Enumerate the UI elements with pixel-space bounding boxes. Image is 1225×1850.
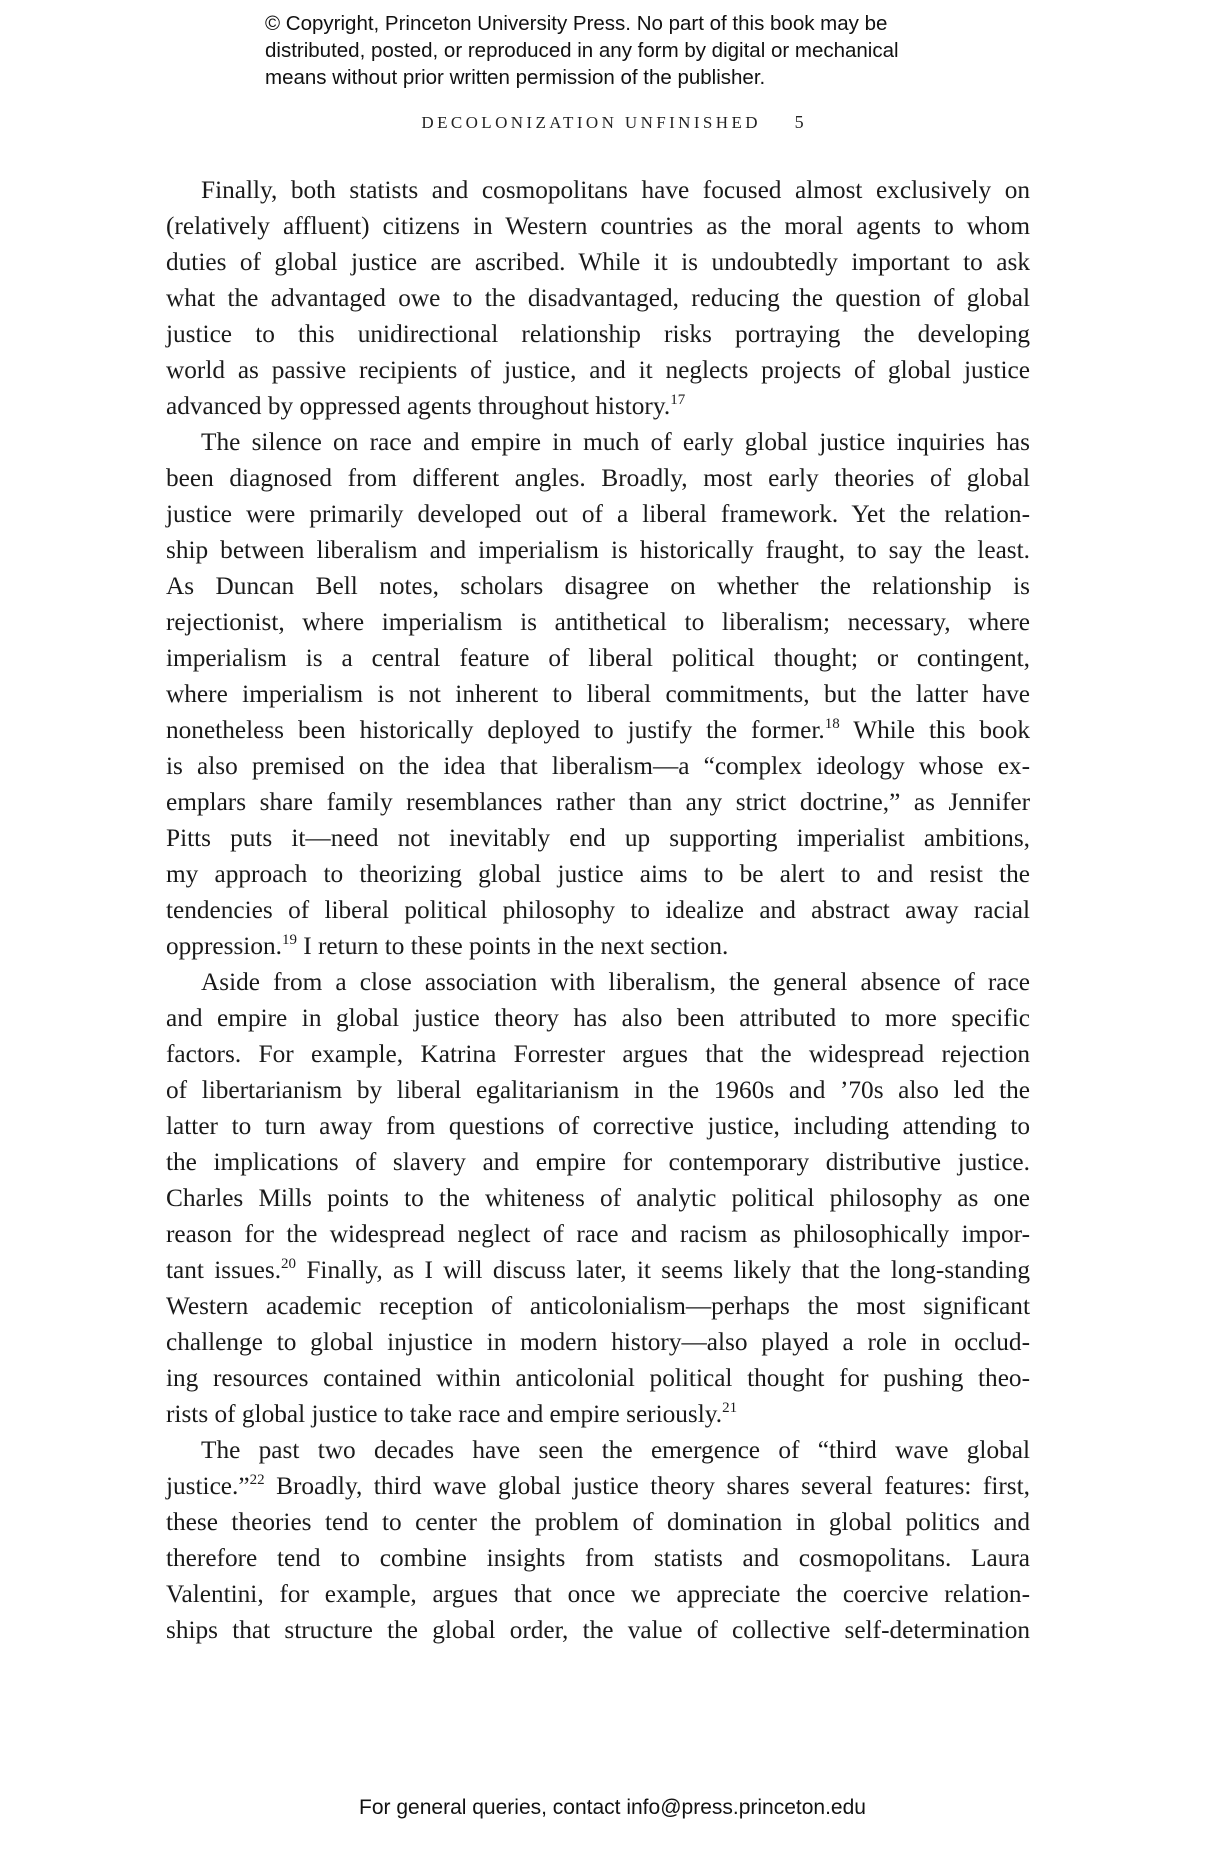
- footer-contact: For general queries, contact info@press.princeton.edu: [359, 1796, 866, 1819]
- copyright-notice: [265, 10, 1025, 91]
- text-line: my approach to theorizing global justice aims to be alert to and resist the: [166, 860, 1030, 888]
- text-line: rejectionist, where imperialism is antithetical to liberalism; necessary, where: [166, 608, 1030, 636]
- text-line: duties of global justice are ascribed. While it is undoubtedly important to ask: [166, 248, 1030, 276]
- text-line: the implications of slavery and empire for contemporary distributive justice.: [166, 1148, 1030, 1176]
- body-text: [166, 172, 1030, 1648]
- text-line: and empire in global justice theory has also been attributed to more specific: [166, 1004, 1030, 1032]
- text-line: justice were primarily developed out of a liberal framework. Yet the relation-: [166, 500, 1030, 528]
- page-number: 5: [794, 112, 804, 132]
- text-line: [166, 928, 1030, 964]
- text-span: advanced by oppressed agents throughout history.: [166, 392, 671, 420]
- text-line: [166, 712, 1030, 748]
- paragraph-3: [166, 964, 1030, 1432]
- footnote-ref[interactable]: 20: [281, 1256, 297, 1272]
- text-line: factors. For example, Katrina Forrester argues that the widespread rejection: [166, 1040, 1030, 1068]
- text-span: Broadly, third wave global justice theory shares several features: first,: [264, 1472, 1030, 1500]
- text-span: justice.”: [166, 1472, 250, 1500]
- text-line: [166, 1252, 1030, 1288]
- paragraph-4: [166, 1432, 1030, 1648]
- footnote-ref[interactable]: 19: [281, 932, 297, 948]
- paragraph-2: [166, 424, 1030, 964]
- text-line: world as passive recipients of justice, and it neglects projects of global justice: [166, 356, 1030, 384]
- running-head-title: DECOLONIZATION UNFINISHED: [421, 113, 761, 132]
- text-line: (relatively affluent) citizens in Western countries as the moral agents to whom: [166, 212, 1030, 240]
- text-line: The silence on race and empire in much of early global justice inquiries has: [201, 428, 1030, 456]
- text-span: While this book: [839, 716, 1031, 744]
- text-line: ships that structure the global order, the value of collective self-determination: [166, 1616, 1030, 1644]
- text-line: Aside from a close association with liberalism, the general absence of race: [201, 968, 1030, 996]
- text-line: therefore tend to combine insights from statists and cosmopolitans. Laura: [166, 1544, 1030, 1572]
- text-line: emplars share family resemblances rather than any strict doctrine,” as Jennifer: [166, 788, 1030, 816]
- text-span: I return to these points in the next section.: [296, 932, 729, 960]
- text-line: challenge to global injustice in modern history—also played a role in occlud-: [166, 1328, 1030, 1356]
- text-line: of libertarianism by liberal egalitarianism in the 1960s and ’70s also led the: [166, 1076, 1030, 1104]
- text-line: [166, 388, 1030, 424]
- text-span: nonetheless been historically deployed to justify the former.: [166, 716, 825, 744]
- text-span: oppression.: [166, 932, 282, 960]
- text-line: As Duncan Bell notes, scholars disagree on whether the relationship is: [166, 572, 1030, 600]
- text-line: justice to this unidirectional relationship risks portraying the developing: [166, 320, 1030, 348]
- text-line: reason for the widespread neglect of race and racism as philosophically impor-: [166, 1220, 1030, 1248]
- text-line: The past two decades have seen the emergence of “third wave global: [201, 1436, 1030, 1464]
- text-span: tant issues.: [166, 1256, 282, 1284]
- text-line: these theories tend to center the problem of domination in global politics and: [166, 1508, 1030, 1536]
- text-line: [166, 1396, 1030, 1432]
- text-line: Finally, both statists and cosmopolitans have focused almost exclusively on: [201, 176, 1030, 204]
- copyright-line: distributed, posted, or reproduced in any form by digital or mechanical: [265, 39, 899, 62]
- text-line: Valentini, for example, argues that once we appreciate the coercive relation-: [166, 1580, 1030, 1608]
- text-line: what the advantaged owe to the disadvantaged, reducing the question of global: [166, 284, 1030, 312]
- copyright-line: © Copyright, Princeton University Press. No part of this book may be: [265, 12, 888, 35]
- text-line: tendencies of liberal political philosophy to idealize and abstract away racial: [166, 896, 1030, 924]
- text-line: ship between liberalism and imperialism is historically fraught, to say the least.: [166, 536, 1030, 564]
- text-line: been diagnosed from different angles. Broadly, most early theories of global: [166, 464, 1030, 492]
- copyright-line: means without prior written permission of the publisher.: [265, 66, 766, 89]
- footnote-ref[interactable]: 18: [824, 716, 840, 732]
- text-line: latter to turn away from questions of corrective justice, including attending to: [166, 1112, 1030, 1140]
- text-line: where imperialism is not inherent to liberal commitments, but the latter have: [166, 680, 1030, 708]
- text-line: Charles Mills points to the whiteness of analytic political philosophy as one: [166, 1184, 1030, 1212]
- footnote-ref[interactable]: 21: [722, 1400, 738, 1416]
- text-line: imperialism is a central feature of liberal political thought; or contingent,: [166, 644, 1030, 672]
- text-span: Finally, as I will discuss later, it seems likely that the long-standing: [296, 1256, 1030, 1284]
- text-span: rists of global justice to take race and empire seriously.: [166, 1400, 723, 1428]
- text-line: Pitts puts it—need not inevitably end up supporting imperialist ambitions,: [166, 824, 1030, 852]
- text-line: is also premised on the idea that liberalism—a “complex ideology whose ex-: [166, 752, 1030, 780]
- running-head: [0, 112, 1225, 133]
- text-line: [166, 1468, 1030, 1504]
- footnote-ref[interactable]: 22: [249, 1472, 265, 1488]
- text-line: Western academic reception of anticolonialism—perhaps the most significant: [166, 1292, 1030, 1320]
- footnote-ref[interactable]: 17: [670, 392, 686, 408]
- text-line: ing resources contained within anticolonial political thought for pushing theo-: [166, 1364, 1030, 1392]
- paragraph-1: [166, 172, 1030, 424]
